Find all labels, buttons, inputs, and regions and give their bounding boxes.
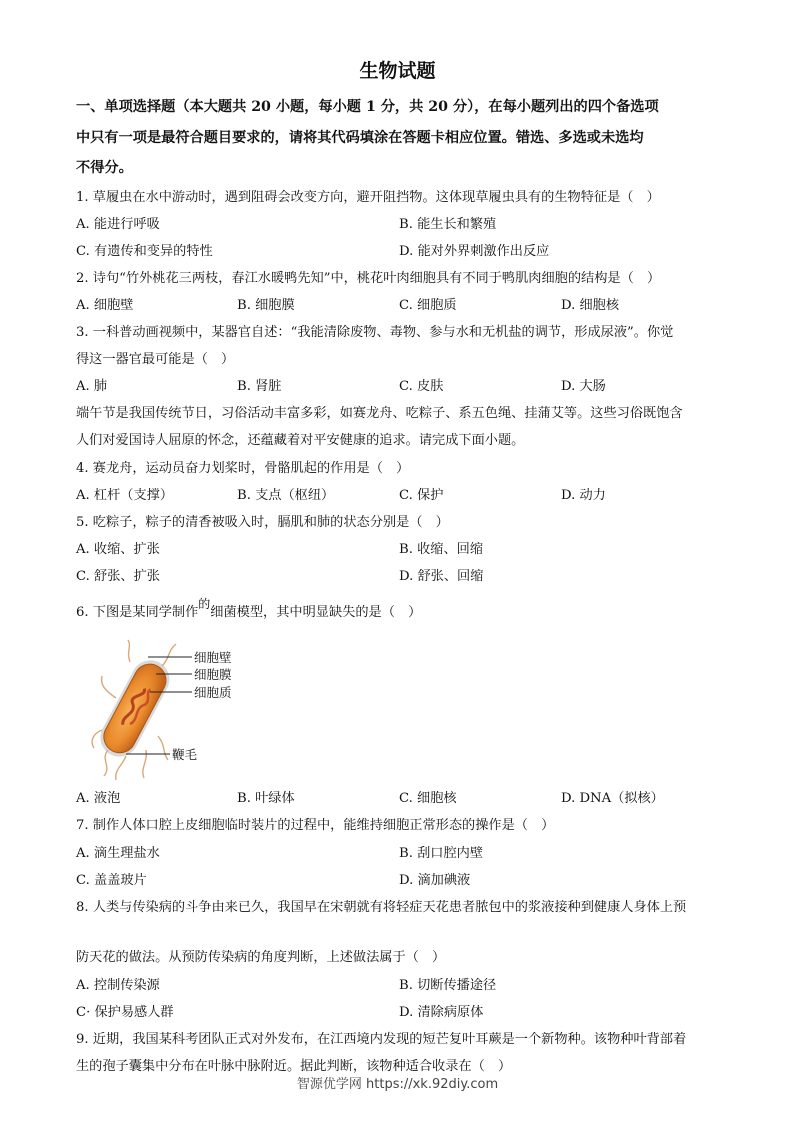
question-8-option-b: B. 切断传播途径	[399, 978, 497, 993]
question-9-stem-line-1: 9. 近期，我国某科考团队正式对外发布，在江西境内发现的短芒复叶耳蕨是一个新物种。该物种叶背部着	[76, 1032, 687, 1047]
footer-watermark: 智源优学网 https://xk.92diy.com	[296, 1077, 499, 1092]
question-9-stem-line-2: 生的孢子囊集中分布在叶脉中脉附近。据此判断，该物种适合收录在（ ）	[76, 1059, 512, 1074]
question-2-option-b: B. 细胞膜	[237, 298, 295, 313]
question-5-option-a: A. 收缩、扩张	[76, 542, 160, 557]
question-7-option-d: D. 滴加碘液	[399, 873, 471, 888]
question-7-stem: 7. 制作人体口腔上皮细胞临时装片的过程中，能维持细胞正常形态的操作是（ ）	[76, 818, 555, 833]
bacterium-figure	[86, 638, 256, 783]
question-3-option-a: A. 肺	[76, 379, 108, 394]
context-paragraph-line-1: 端午节是我国传统节日，习俗活动丰富多彩，如赛龙舟、吃粽子、系五色绳、挂蒲艾等。这些习俗既饱含	[76, 406, 683, 421]
question-6-option-b: B. 叶绿体	[237, 791, 295, 806]
question-4-option-a: A. 杠杆（支撑）	[76, 488, 174, 503]
question-6-stem	[76, 597, 422, 622]
question-1-stem: 1. 草履虫在水中游动时，遇到阻碍会改变方向，避开阻挡物。这体现草履虫具有的生物特征是（ ）	[76, 190, 660, 205]
question-4-option-d: D. 动力	[561, 488, 606, 503]
context-paragraph-line-2: 人们对爱国诗人屈原的怀念，还蕴藏着对平安健康的追求。请完成下面小题。	[76, 433, 525, 448]
question-7-option-a: A. 滴生理盐水	[76, 846, 160, 861]
question-3-option-d: D. 大肠	[561, 379, 606, 394]
question-5-stem: 5. 吃粽子，粽子的清香被吸入时，膈肌和肺的状态分别是（ ）	[76, 515, 449, 530]
label-flagellum: 鞭毛	[172, 747, 198, 762]
question-8-option-a: A. 控制传染源	[76, 978, 160, 993]
question-1-option-a: A. 能进行呼吸	[76, 217, 160, 232]
question-3-stem-line-2: 得这一器官最可能是（ ）	[76, 352, 235, 367]
question-7-option-b: B. 刮口腔内壁	[399, 846, 484, 861]
question-6-stem-sup: 的	[198, 597, 211, 611]
question-1-option-c: C. 有遗传和变异的特性	[76, 244, 213, 259]
question-1-option-b: B. 能生长和繁殖	[399, 217, 497, 232]
label-cell-membrane: 细胞膜	[194, 667, 232, 682]
question-8-option-d: D. 清除病原体	[399, 1005, 484, 1020]
question-1-option-d: D. 能对外界刺激作出反应	[399, 244, 550, 259]
question-5-option-d: D. 舒张、回缩	[399, 569, 484, 584]
question-2-stem: 2. 诗句“竹外桃花三两枝，春江水暖鸭先知”中，桃花叶肉细胞具有不同于鸭肌肉细胞的结构是（ ）	[76, 271, 661, 286]
question-4-option-b: B. 支点（枢纽）	[237, 488, 335, 503]
question-6-option-d: D. DNA（拟核）	[561, 791, 664, 806]
question-5-option-b: B. 收缩、回缩	[399, 542, 484, 557]
question-8-stem-line-2: 防天花的做法。从预防传染病的角度判断，上述做法属于（ ）	[76, 950, 446, 965]
question-8-option-c: C· 保护易感人群	[76, 1005, 174, 1020]
section-heading-line-2: 中只有一项是最符合题目要求的，请将其代码填涂在答题卡相应位置。错选、多选或未选均	[76, 130, 644, 146]
question-5-option-c: C. 舒张、扩张	[76, 569, 160, 584]
question-3-option-b: B. 肾脏	[237, 379, 282, 394]
question-2-option-c: C. 细胞质	[399, 298, 457, 313]
question-4-stem: 4. 赛龙舟，运动员奋力划桨时，骨骼肌起的作用是（ ）	[76, 461, 410, 476]
question-7-option-c: C. 盖盖玻片	[76, 873, 147, 888]
question-2-option-a: A. 细胞壁	[76, 298, 134, 313]
question-6-option-c: C. 细胞核	[399, 791, 457, 806]
page-title: 生物试题	[359, 60, 436, 82]
question-3-option-c: C. 皮肤	[399, 379, 444, 394]
question-4-option-c: C. 保护	[399, 488, 444, 503]
question-3-stem-line-1: 3. 一科普动画视频中，某器官自述：“我能清除废物、毒物、参与水和无机盐的调节，形成尿液”。你觉	[76, 325, 674, 340]
question-6-stem-post: 细菌模型，其中明显缺失的是（ ）	[210, 605, 422, 620]
section-heading-line-3: 不得分。	[76, 160, 133, 176]
question-6-option-a: A. 液泡	[76, 791, 121, 806]
label-cytoplasm: 细胞质	[194, 685, 232, 700]
label-cell-wall: 细胞壁	[194, 650, 232, 665]
question-6-stem-pre: 6. 下图是某同学制作	[76, 605, 199, 620]
question-2-option-d: D. 细胞核	[561, 298, 620, 313]
question-8-stem-line-1: 8. 人类与传染病的斗争由来已久，我国早在宋朝就有将轻症天花患者脓包中的浆液接种到健康人身体上预	[76, 900, 687, 915]
section-heading-line-1: 一、单项选择题（本大题共 20 小题，每小题 1 分，共 20 分），在每小题列出的四个备选项	[76, 99, 659, 115]
